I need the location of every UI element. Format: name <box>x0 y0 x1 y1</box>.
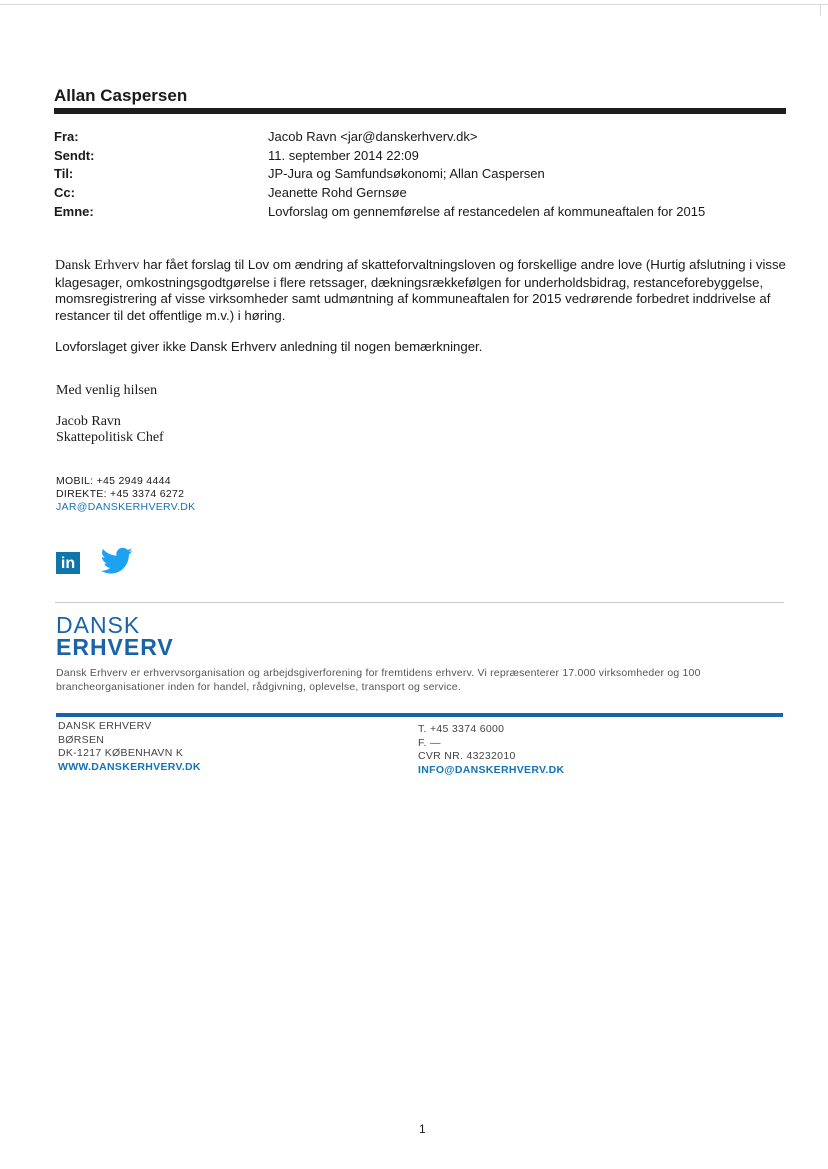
subject-value: Lovforslag om gennemførelse af restancedelen af kommuneaftalen for 2015 <box>268 204 706 219</box>
greeting: Med venlig hilsen <box>56 383 158 398</box>
signer-title: Skattepolitisk Chef <box>56 430 164 445</box>
footer-website-link[interactable]: WWW.DANSKERHVERV.DK <box>58 760 201 773</box>
footer-contact-block <box>418 723 564 777</box>
sent-label: Sendt: <box>54 148 95 163</box>
printout-owner-name: Allan Caspersen <box>54 86 188 105</box>
body-paragraph-1 <box>55 257 790 324</box>
from-value: Jacob Ravn <jar@danskerhverv.dk> <box>268 129 478 144</box>
footer-org-name: DANSK ERHVERV <box>58 720 152 732</box>
direct-number: DIREKTE: +45 3374 6272 <box>56 488 185 500</box>
email-link[interactable]: JAR@DANSKERHVERV.DK <box>56 501 196 513</box>
logo-line-1: DANSK <box>56 612 141 638</box>
footer-fax: F. — <box>418 736 441 749</box>
footer-address-block <box>58 720 201 774</box>
footer-bar <box>56 713 783 717</box>
footer-postal-address: DK-1217 KØBENHAVN K <box>58 747 184 759</box>
body-lead-org: Dansk Erhverv <box>55 258 140 273</box>
body-paragraph-1-text: har fået forslag til Lov om ændring af skatteforvaltningsloven og forskellige andre love (Hurtig afslutning i visse klagesager, omkostningsgodtgørelse i flere retssager, dækningsrækkefølgen for underholdsbidrag, restanceforebyggelse, momsregistrering af visse virksomheder samt udmøntning af kommuneaftalen for 2015 vedrørende forbedret inddrivelse af restancer til det offentlige m.v.) i høring. <box>55 257 786 323</box>
scan-corner-edge <box>820 4 821 16</box>
footer-email-link[interactable]: INFO@DANSKERHVERV.DK <box>418 763 565 776</box>
sent-value: 11. september 2014 22:09 <box>268 148 419 163</box>
signer-name: Jacob Ravn <box>56 414 121 429</box>
body-paragraph-2: Lovforslaget giver ikke Dansk Erhverv anledning til nogen bemærkninger. <box>55 339 483 354</box>
subject-label: Emne: <box>54 204 94 219</box>
dansk-erhverv-logo <box>56 614 174 658</box>
organisation-description: Dansk Erhverv er erhvervsorganisation og arbejdsgiverforening for fremtidens erhverv. Vi repræsenterer 17.000 virksomheder og 100 brancheorganisationer inden for handel, rådgivning, oplevelse, transport og service. <box>56 667 701 693</box>
footer-cvr: CVR NR. 43232010 <box>418 750 516 762</box>
footer-phone: T. +45 3374 6000 <box>418 723 505 735</box>
logo-line-2: ERHVERV <box>56 634 174 660</box>
twitter-icon[interactable] <box>101 547 133 575</box>
to-label: Til: <box>54 166 74 181</box>
from-label: Fra: <box>54 129 79 144</box>
cc-label: Cc: <box>54 185 75 200</box>
scan-top-edge <box>0 4 828 5</box>
mobile-number: MOBIL: +45 2949 4444 <box>56 475 171 487</box>
linkedin-icon[interactable]: in <box>56 552 80 574</box>
page-number: 1 <box>419 1122 426 1136</box>
signature-divider <box>55 602 784 603</box>
footer-building: BØRSEN <box>58 733 105 746</box>
cc-value: Jeanette Rohd Gernsøe <box>268 185 407 200</box>
to-value: JP-Jura og Samfundsøkonomi; Allan Caspersen <box>268 166 545 181</box>
title-underline-bar <box>54 108 786 114</box>
